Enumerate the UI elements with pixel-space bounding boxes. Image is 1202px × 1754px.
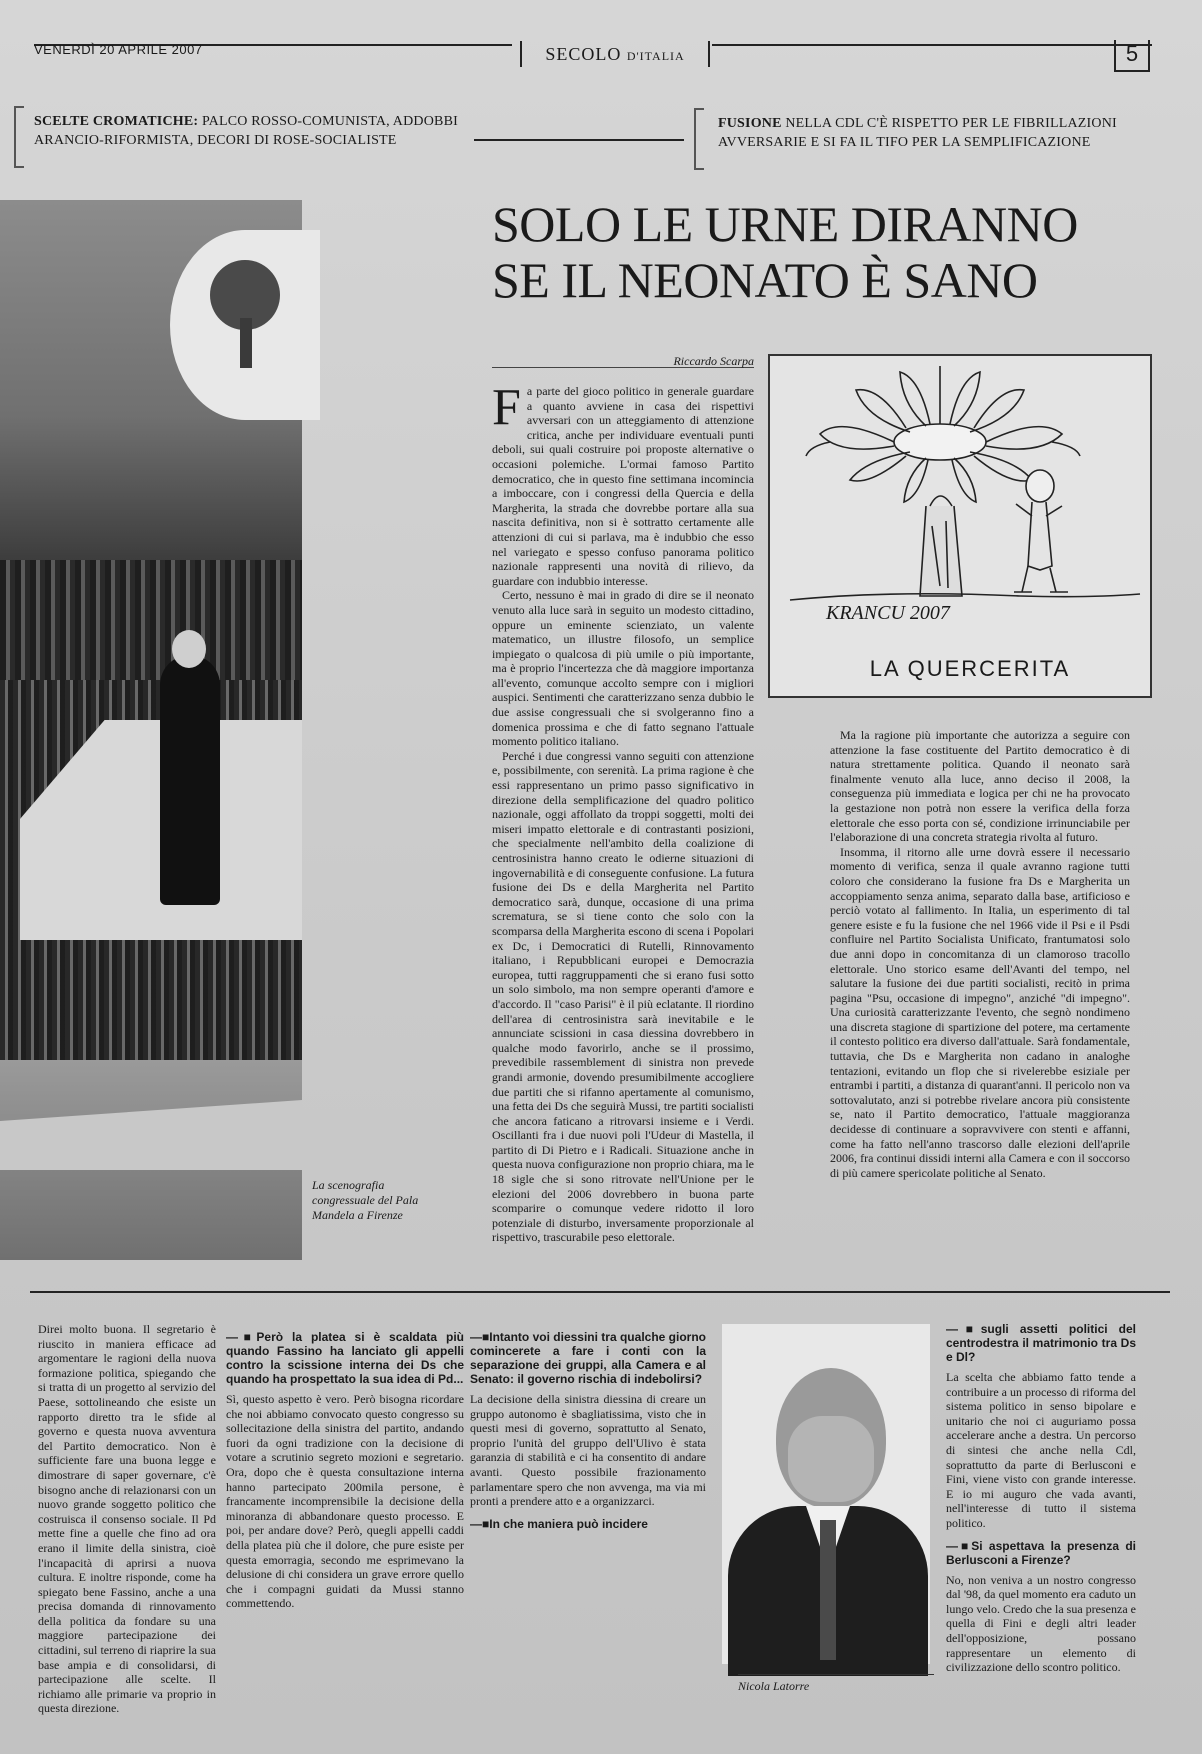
interview-answer: Sì, questo aspetto è vero. Però bisogna ricordare che noi abbiamo convocato questo congresso su sollecitazione della sinistra del partito, andando fuori da ogni tradizione con la decisione di votare a scrutinio segreto mozioni e segretario. Ora, dopo che è questa consultazione interna hanno partecipato 200mila persone, è francamente incomprensibile la decisione della minoranza di abbandonare questo processo. E poi, per andare dove? Però, quegli appelli caddi della platea più che il dolore, che pure esiste per questa emorragia, secondo me esprimevano la delusione di chi considera un grave errore quello che i compagni guidati da Mussi stanno commettendo. (226, 1392, 464, 1611)
kicker-bracket-right (694, 108, 704, 170)
portrait-photo (722, 1324, 930, 1664)
interview-question: —■ Intanto voi diessini tra qualche giorno comincerete a fare i conti con la separazione dei gruppi, alla Camera e al Senato: il governo rischia di indebolirsi? (470, 1330, 706, 1386)
headline (492, 196, 1162, 308)
kicker-left-bold: SCELTE CROMATICHE: (34, 114, 199, 129)
masthead (34, 38, 1156, 74)
interview-column-1 (38, 1322, 216, 1716)
interview-answer: No, non veniva a un nostro congresso dal '98, da quel momento era caduto un lungo velo. Credo che la sua presenza e quella di Fini e degli altri leader dell'opposizione, possano rappresentare un elemento di civilizzazione dello scontro politico. (946, 1572, 1136, 1675)
kicker-divider (474, 139, 684, 141)
masthead-rule-right (712, 44, 1152, 46)
interview-column-2 (226, 1322, 464, 1692)
portrait-caption: Nicola Latorre (738, 1674, 934, 1694)
article-paragraph: Ma la ragione più importante che autorizza a seguire con attenzione la fase costituente del Partito democratico è di natura strettamente politica. Quando il neonato sarà finalmente venuto alla luce, anno deciso il 2008, la conseguenza più immediata e logica per chi ne ha provocato la gestazione non potrà non essere la verifica della forza elettorale che esso porta con sé, condizione irrinunciabile per l'elaborazione di una concreta strategia rivolta al futuro. (830, 728, 1130, 845)
author-name: Riccardo Scarpa (673, 354, 754, 368)
cartoon-title: LA QUERCERITA (869, 656, 1071, 681)
interview-answer: Direi molto buona. Il segretario è riuscito in maniera efficace ad argomentare le ragioni della nuova formazione politica, spiegando che si tratta di un progetto al servizio del Paese, sottolineando che esiste un rapporto diretto tra le sfide al governo e questa nuova avventura del Partito democratico. Non è sufficiente fare una buona legge e dimostrare di saper governare, c'è bisogno anche di relazionarsi con un nuovo grande soggetto politico che costruisca il consenso sociale. Il Pd mette fine a quelle che fino ad ora erano il limite della sinistra, cioè l'incapacità di aprirsi a nuova cultura. E inoltre risponde, come ha spiegato bene Fassino, anche a una precisa domanda di rinnovamento della politica da fondare su una maggiore partecipazione dei cittadini, sul terreno di riaprire la sua base ampia e di consolidarsi, di partecipazione alle scelte. Il richiamo alle primarie va proprio in questa direzione. (38, 1322, 216, 1716)
article-column-2 (830, 728, 1130, 1264)
section-divider (30, 1291, 1170, 1293)
kicker-right (718, 114, 1158, 152)
speaker-figure (160, 655, 220, 905)
cartoon (768, 354, 1152, 698)
interview-question: —■ Però la platea si è scaldata più quando Fassino ha lanciato gli appelli contro la scissione interna dei Ds che quando ha prospettato la sua idea di Pd... (226, 1330, 464, 1386)
cartoon-signature: KRANCU 2007 (826, 602, 950, 624)
article-paragraph: Insomma, il ritorno alle urne dovrà essere il necessario momento di verifica, senza il quale avranno ragione tutti coloro che considerano la fusione fra Ds e Margherita un accoppiamento senza anima, separato dalla base, artificioso e perciò votato al fallimento. In Italia, un esperimento di tal genere esiste e fu la fusione che nel 1966 vide il Psi e il Psdi confluire nel Partito Socialista Unificato, frantumatosi solo due anni dopo in concomitanza di un clamoroso tracollo elettorale. Uno storico esame dell'Avanti del tempo, nel salutare la fusione dei due partiti socialisti, recitò in prima pagina "Psu, occasione di impegno", anziché "di impegno". Una curiosità caratterizzante l'evento, che segnò nondimeno una discreta stagione di spartizione del potere, ma certamente il contesto politico era diverso dall'attuale. Sarà fondamentale, tuttavia, che Ds e Margherita non cadano in analoghe tentazioni, evitando un flop che si rivelerebbe esiziale per entrambi i partiti, a distanza di quarant'anni. Il pericolo non va sottovalutato, anzi si potrebbe rivelare ancora più consistente se, nato il Partito democratico, l'attuale maggioranza decidesse di continuare a sopravvivere con stenti e affanni, come ha fatto nell'anno trascorso dalle elezioni dell'aprile 2006, fra continui dissidi interni alla Camera e con il soccorso di più camere spericolate politiche al Senato. (830, 844, 1130, 1180)
daisy-tree-icon (770, 356, 1154, 700)
paper-name-main: SECOLO (545, 44, 622, 64)
article-paragraph: Certo, nessuno è mai in grado di dire se il neonato venuto alla luce sarà in seguito un modesto cittadino, oppure un eminente scienziato, un valente matematico, un illustre filosofo, un semplice impiegato o qualcosa di più umile o più importante, ma è proprio l'incertezza che dà maggiore importanza all'evento, comunque accolto sempre con i migliori auspici. Sentimenti che caratterizzano senza dubbio le due assise congressuali che si svolgeranno fino a domenica prossima e che di fatto segnano l'attuale momento politico italiano. (492, 588, 754, 749)
interview-question: —■ Si aspettava la presenza di Berlusconi a Firenze? (946, 1539, 1136, 1567)
kicker-right-text: NELLA CDL C'È RISPETTO PER LE FIBRILLAZIONI AVVERSARIE E SI FA IL TIFO PER LA SEMPLIFICAZIONE (718, 116, 1117, 150)
interview-question: —■ In che maniera può incidere (470, 1517, 706, 1531)
paper-name (520, 41, 710, 67)
byline (492, 354, 754, 368)
article-column-1 (492, 379, 754, 1264)
interview-column-3 (470, 1322, 706, 1692)
article-paragraph: Perché i due congressi vanno seguiti con attenzione e, possibilmente, con serenità. La prima ragione è che essi rappresentano un primo passo significativo in direzione della semplificazione del quadro politico nazionale, oggi affollato da troppi soggetti, molti dei miseri impatto elettorale e di contrastanti posizioni, che specialmente nell'ambito della coalizione di centrosinistra hanno creato le odierne situazioni di ingovernabilità e di conseguente confusione. La futura fusione dei Ds e della Margherita nel Partito democratico sarà, dunque, occasione di una prima scrematura, se si tiene conto che solo con la scomparsa della Margherita escono di scena i Popolari ex Dc, i Democratici di Rutelli, Rinnovamento italiano, i Repubblicani europei e Democrazia europea, tutti raggruppamenti che si erano fusi sotto un solo simbolo, ma non sempre operanti d'amore e d'accordo. Il "caso Parisi" è il più eclatante. Il riordino dell'area di centrosinistra sarà inevitabile e le annunciate scissioni in casa diessina dovrebbero in qualche modo favorirlo, anche se il prossimo, prevedibile rassemblement di sinistra non prevede grandi armonie, dovendo presumibilmente accogliere due partiti che si rifanno apertamente al comunismo, una fetta dei Ds che seguirà Mussi, tre partiti socialisti che ancora faticano a ritrovarsi insieme e i Verdi. Oscillanti fra i due nuovi poli l'Udeur di Mastella, il partito di Di Pietro e i Radicali. Situazione anche in questa nuova configurazione non proprio chiara, ma le 18 sigle che si sono ritrovate nell'Unione per le elezioni del 2006 dovrebbero in buona parte scomparire o comunque vedere ridotto il loro potenziale di disturbo, inversamente proporzionale al rispettivo, trascurabile peso elettorale. (492, 748, 754, 1245)
kicker-left (34, 112, 474, 150)
crowd (0, 560, 302, 680)
photo-caption: La scenografia congressuale del Pala Mandela a Firenze (312, 1178, 419, 1222)
paper-name-sub: D'ITALIA (626, 49, 685, 63)
congress-photo (0, 200, 302, 1260)
issue-date: VENERDÌ 20 APRILE 2007 (34, 42, 203, 57)
interview-answer: La scelta che abbiamo fatto tende a contribuire a un processo di riforma del sistema politico in senso bipolare e unitario che noi ci auguriamo possa accelerare anche a destra. Un percorso di sintesi che anche nella Cdl, soprattutto da parte di Berlusconi e Fini, viene visto con grande interesse. E io mi auguro che vada avanti, nell'interesse di tutto il sistema politico. (946, 1370, 1136, 1530)
headline-line-2: SE IL NEONATO È SANO (492, 252, 1038, 308)
article-paragraph: Fa parte del gioco politico in generale guardare a quanto avviene in casa dei rispettivi avversari con un atteggiamento di attenzione critica, anche per individuare eventuali punti deboli, sui quali costruire poi proposte alternative o occasioni polemiche. L'ormai famoso Partito democratico, che in questo fine settimana incomincia a imboccare, con i congressi della Quercia e della Margherita, la strada che dovrebbe portare alla sua nascita definitiva, non si è sottratto certamente alle attenzioni di cui si parlava, ma è indubbio che esso nel variegato e spesso confuso panorama politico nazionale rappresenti una novità di rilievo, da guardare con indubbio interesse. (492, 379, 754, 588)
headline-line-1: SOLO LE URNE DIRANNO (492, 196, 1078, 252)
interview-column-4 (946, 1322, 1136, 1692)
kicker-bracket-left (14, 106, 24, 168)
interview-answer: La decisione della sinistra diessina di creare un gruppo autonomo è sbagliatissima, visto che in questi mesi di governo, soprattutto al Senato, proprio l'unità del gruppo dell'Ulivo è stata garanzia di stabilità e ci ha consentito di andare avanti. Questo possibile frazionamento parlamentare spero che non avvenga, ma via mi pronti a prendere atto e a organizzarci. (470, 1392, 706, 1509)
kicker-right-bold: FUSIONE (718, 116, 782, 131)
kicker-left-text: PALCO ROSSO-COMUNISTA, ADDOBBI ARANCIO-RIFORMISTA, DECORI DI ROSE-SOCIALISTE (34, 114, 458, 148)
page-number: 5 (1114, 40, 1150, 72)
interview-question-continued: —■ sugli assetti politici del centrodestra il matrimonio tra Ds e Dl? (946, 1322, 1136, 1364)
dropcap: F (492, 379, 521, 436)
